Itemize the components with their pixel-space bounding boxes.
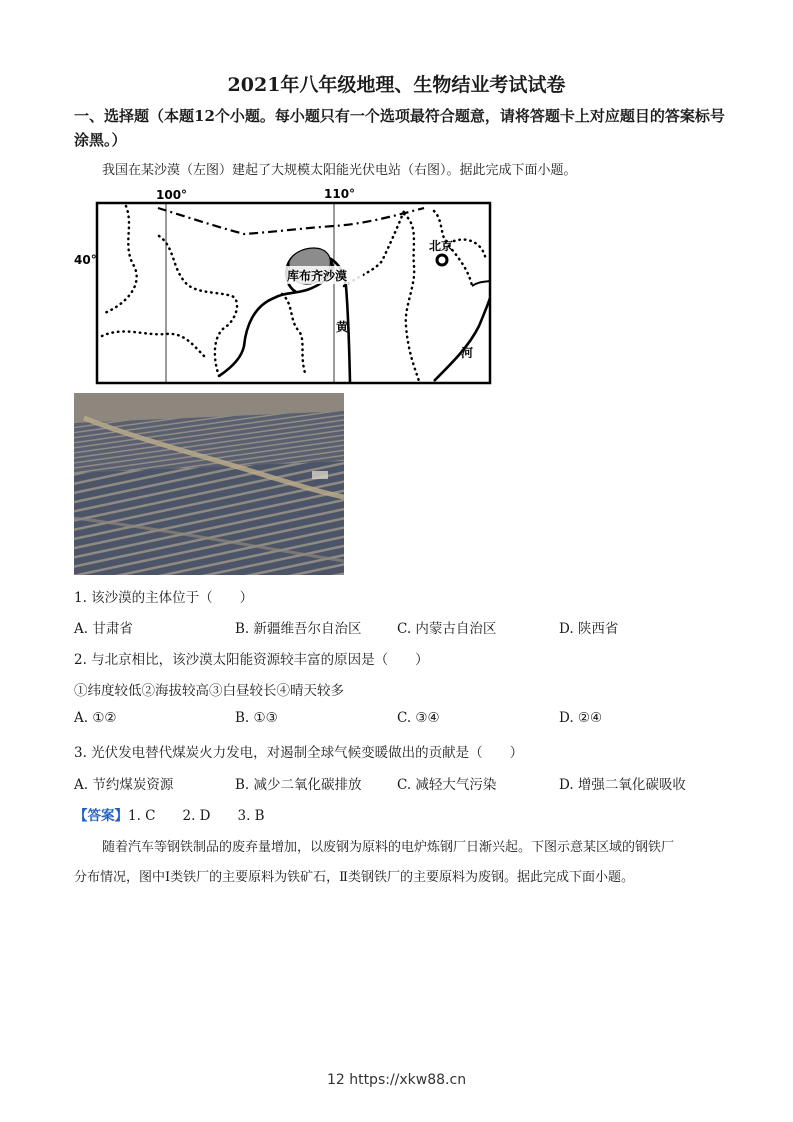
q3-option-c: C. 减轻大气污染 [397,777,497,793]
q2-option-b: B. ①③ [235,710,278,726]
q1-option-d: D. 陕西省 [559,621,619,637]
question-3-stem: 3. 光伏发电替代煤炭火力发电，对遏制全球气候变暖做出的贡献是（ ） [74,745,524,761]
question-2-choices: ①纬度较低②海拔较高③白昼较长④晴天较多 [74,683,344,699]
q1-option-a: A. 甘肃省 [74,621,133,637]
q1-option-c: C. 内蒙古自治区 [397,621,497,637]
page-footer: 12 https://xkw88.cn [326,1072,467,1088]
intro-text: 我国在某沙漠（左图）建起了大规模太阳能光伏电站（右图）。据此完成下面小题。 [102,163,577,178]
q3-option-a: A. 节约煤炭资源 [74,777,174,793]
section-heading: 一、选择题（本题12个小题。每小题只有一个选项最符合题意，请将答题卡上对应题目的答案标号涂黑。） [74,107,725,149]
desert-label: 库布齐沙漠 [287,269,348,283]
answer-label: 【答案】 [74,808,128,824]
solar-photo-svg [74,393,344,575]
q2-option-a: A. ①② [74,710,117,726]
answer-line [74,804,265,824]
lat-40-label: 40° [74,253,97,267]
passage-line-2: 分布情况，图中Ⅰ类铁厂的主要原料为铁矿石，Ⅱ类钢铁厂的主要原料为废钢。据此完成下面小题。 [74,870,634,885]
solar-plant-photo [74,393,344,575]
beijing-label: 北京 [429,239,454,253]
desert-location-map [74,186,496,386]
q1-option-b: B. 新疆维吾尔自治区 [235,621,362,637]
river-label-1: 黄 [336,320,349,334]
river-label-2: 河 [461,346,474,360]
passage-line-1: 随着汽车等钢铁制品的废弃量增加，以废钢为原料的电炉炼钢厂日渐兴起。下图示意某区域的钢铁厂 [102,840,675,855]
map-svg [74,186,496,386]
question-1-stem: 1. 该沙漠的主体位于（ ） [74,590,254,606]
lon-100-label: 100° [156,188,188,202]
q2-option-d: D. ②④ [559,710,603,726]
q3-option-d: D. 增强二氧化碳吸收 [559,777,686,793]
exam-title: 2021年八年级地理、生物结业考试试卷 [227,74,566,96]
beijing-marker [437,255,447,265]
q3-option-b: B. 减少二氧化碳排放 [235,777,362,793]
q2-option-c: C. ③④ [397,710,440,726]
lon-110-label: 110° [324,187,356,201]
answer-text: 1. C 2. D 3. B [128,808,265,824]
question-2-stem: 2. 与北京相比，该沙漠太阳能资源较丰富的原因是（ ） [74,652,429,668]
